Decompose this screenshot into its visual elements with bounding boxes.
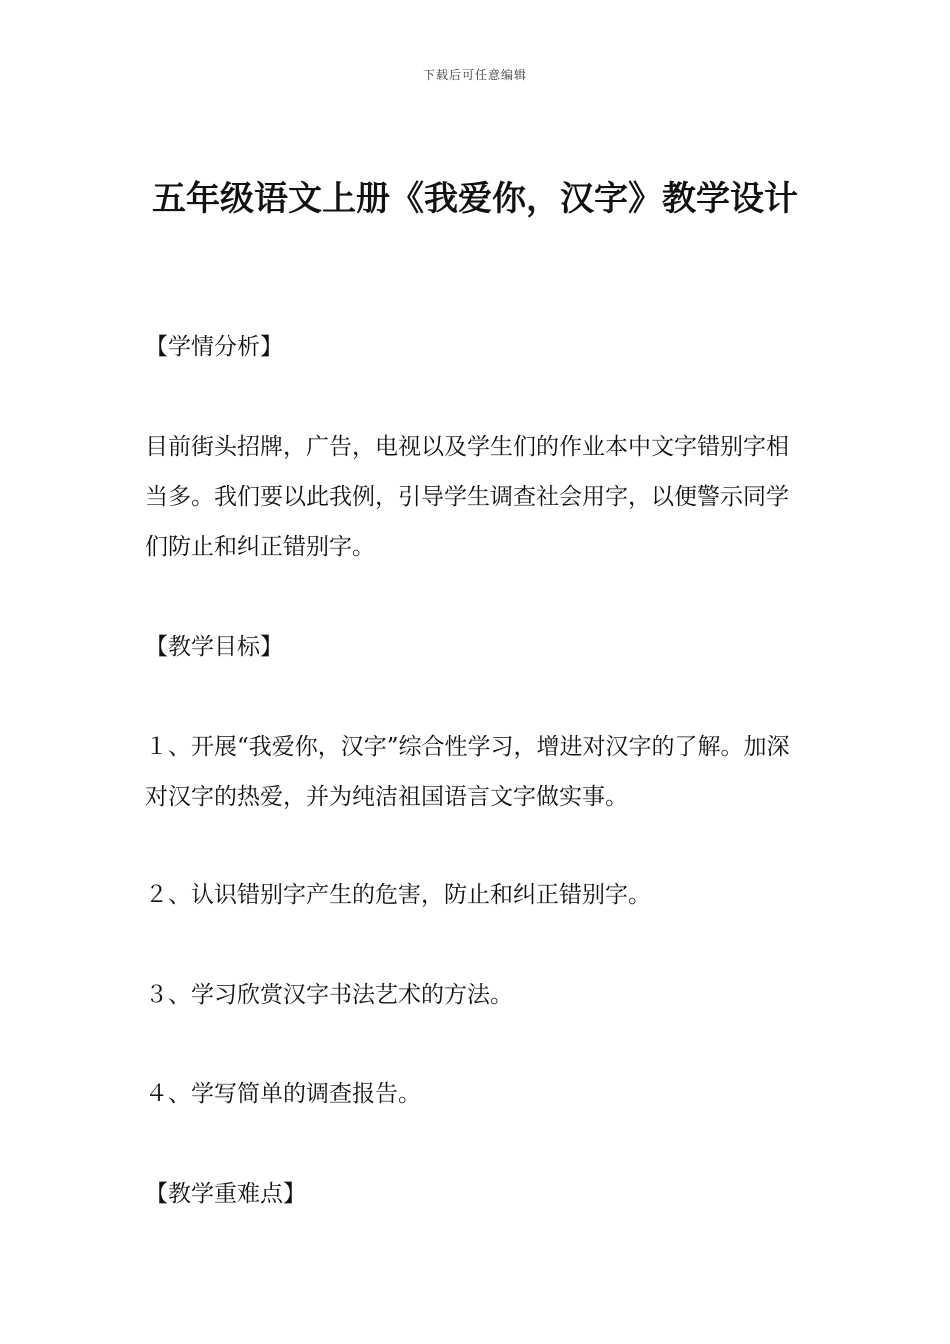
section-heading-student-analysis: 【学情分析】 xyxy=(145,334,283,360)
section-heading-teaching-goals: 【教学目标】 xyxy=(145,634,283,660)
section-heading-key-difficulties: 【教学重难点】 xyxy=(145,1181,306,1207)
document-title: 五年级语文上册《我爱你，汉字》教学设计 xyxy=(152,179,798,219)
goal-item: ２、认识错别字产生的危害，防止和纠正错别字。 xyxy=(145,882,651,908)
student-analysis-paragraph: 目前街头招牌，广告，电视以及学生们的作业本中文字错别字相当多。我们要以此我例，引导学生调查社会用字，以便警示同学们防止和纠正错别字。 xyxy=(145,434,789,560)
header-note: 下载后可任意编辑 xyxy=(422,68,527,82)
goal-item: ４、学写简单的调查报告。 xyxy=(145,1081,421,1107)
goal-item: １、开展“我爱你，汉字”综合性学习，增进对汉字的了解。加深对汉字的热爱，并为纯洁祖国语言文字做实事。 xyxy=(145,734,790,810)
goal-item: ３、学习欣赏汉字书法艺术的方法。 xyxy=(145,982,513,1008)
